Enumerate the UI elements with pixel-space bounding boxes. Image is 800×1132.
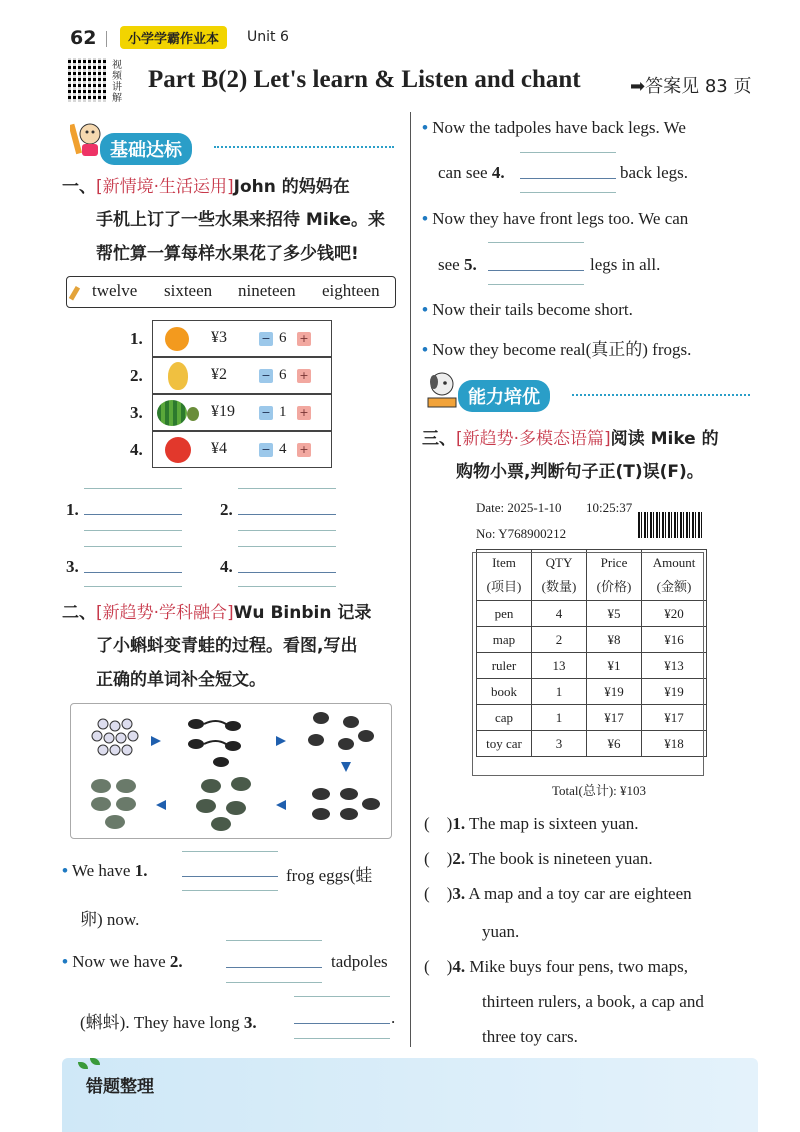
fruit-quantity: 4 (279, 441, 287, 457)
table-row: book 1 ¥19 ¥19 (477, 679, 707, 705)
barcode-icon (638, 512, 702, 538)
blank-1[interactable] (182, 876, 278, 877)
word-bank-item: twelve (92, 281, 138, 300)
receipt-table (476, 549, 707, 757)
tf-statement: ( )1. The map is sixteen yuan. (424, 814, 639, 833)
dotted-rule (214, 146, 394, 148)
sentence-2-period: . (391, 1008, 396, 1027)
table-row: cap 1 ¥17 ¥17 (477, 705, 707, 731)
row-number: 1. (130, 329, 143, 348)
unit-label: Unit 6 (247, 29, 289, 45)
sentence-1-cont: 卵) now. (80, 910, 140, 929)
word-bank-item: sixteen (164, 281, 213, 300)
fruit-price: ¥2 (211, 366, 227, 383)
q2-line-a: 二、[新趋势·学科融合]Wu Binbin 记录 (62, 603, 372, 623)
answer-label: 2. (220, 500, 233, 519)
receipt-date: Date: 2025-1-10 (476, 500, 562, 515)
header-divider (106, 31, 107, 47)
guide-line (226, 982, 322, 983)
sentence-6: • Now they become real(真正的) frogs. (422, 340, 692, 359)
guide-line (182, 851, 278, 852)
answer-label: 1. (66, 500, 79, 519)
receipt-total: Total(总计): ¥103 (552, 783, 647, 798)
guide-line (84, 586, 182, 587)
dog-reading-icon (424, 370, 460, 410)
guide-line (520, 152, 616, 153)
col-header: Item (492, 555, 516, 570)
pencil-icon (68, 284, 86, 306)
answer-blank-4[interactable] (238, 572, 336, 573)
fruit-price: ¥19 (211, 403, 235, 420)
blank-2[interactable] (226, 967, 322, 968)
tadpoles-with-legs-icon (308, 712, 374, 750)
minus-button[interactable]: − (259, 369, 273, 383)
guide-line (84, 488, 182, 489)
q1-line-c: 帮忙算一算每样水果花了多少钱吧! (96, 244, 359, 264)
plus-button[interactable]: + (297, 406, 311, 420)
sentence-1: • We have 1. (62, 861, 148, 880)
sentence-3-cont: can see 4. (438, 163, 505, 182)
guide-line (488, 242, 584, 243)
fruit-row (152, 431, 332, 468)
row-number: 3. (130, 403, 143, 422)
column-divider (410, 112, 411, 1047)
word-bank-item: eighteen (322, 281, 380, 300)
section-badge-basic: 基础达标 (100, 133, 192, 165)
minus-button[interactable]: − (259, 332, 273, 346)
word-bank-item: nineteen (238, 281, 296, 300)
dotted-rule (572, 394, 750, 396)
guide-line (238, 488, 336, 489)
fruit-price: ¥4 (211, 440, 227, 457)
frog-eggs-icon (92, 719, 138, 755)
frogs-with-tails-icon (196, 777, 251, 831)
fruit-row (152, 394, 332, 431)
arrow-right-icon (151, 736, 161, 746)
sentence-3-end: back legs. (620, 163, 688, 182)
guide-line (84, 546, 182, 547)
answer-bracket[interactable]: ( ) (424, 849, 453, 868)
col-header-cn: (数量) (541, 579, 577, 594)
qr-caption: 视频讲解 (112, 60, 122, 104)
table-row: pen 4 ¥5 ¥20 (477, 601, 707, 627)
frogs-icon (91, 779, 136, 829)
receipt-time: 10:25:37 (586, 500, 633, 515)
arrow-down-icon (341, 762, 351, 772)
sentence-5: • Now their tails become short. (422, 300, 633, 319)
fruit-quantity: 1 (279, 404, 287, 420)
mistake-notes-label: 错题整理 (86, 1077, 154, 1097)
table-row: map 2 ¥8 ¥16 (477, 627, 707, 653)
col-header-cn: (价格) (596, 579, 632, 594)
sentence-4-end: legs in all. (590, 255, 661, 274)
guide-line (238, 530, 336, 531)
col-header-cn: (金额) (656, 579, 692, 594)
answer-blank-2[interactable] (238, 514, 336, 515)
fruit-row (152, 357, 332, 394)
guide-line (520, 192, 616, 193)
sentence-4: • Now they have front legs too. We can (422, 209, 689, 228)
answer-blank-3[interactable] (84, 572, 182, 573)
guide-line (238, 546, 336, 547)
orange-icon (165, 327, 189, 351)
watermelon-icon (157, 400, 187, 426)
col-header: Price (600, 555, 628, 570)
answer-bracket[interactable]: ( ) (424, 814, 453, 833)
plus-button[interactable]: + (297, 369, 311, 383)
tadpoles-icon (188, 719, 241, 767)
fruit-price: ¥3 (211, 329, 227, 346)
answer-blank-1[interactable] (84, 514, 182, 515)
arrow-right-icon: ➡ (630, 76, 646, 97)
q2-line-b: 了小蝌蚪变青蛙的过程。看图,写出 (96, 636, 358, 656)
row-number: 2. (130, 366, 143, 385)
col-header: QTY (545, 555, 573, 570)
answer-label: 3. (66, 557, 79, 576)
tf-statement: ( )4. Mike buys four pens, two maps, (424, 957, 688, 976)
page-number: 62 (70, 27, 97, 49)
guide-line (84, 530, 182, 531)
grapes-icon (187, 407, 199, 421)
frog-lifecycle-picture (70, 703, 392, 839)
froglets-icon (312, 788, 380, 820)
answer-bracket[interactable]: ( ) (424, 957, 453, 976)
guide-line (294, 996, 390, 997)
qr-code-pattern (68, 58, 108, 102)
minus-button[interactable]: − (259, 443, 273, 457)
sentence-2-end: tadpoles (331, 952, 388, 971)
guide-line (182, 890, 278, 891)
plus-button[interactable]: + (297, 443, 311, 457)
receipt-number: No: Y768900212 (476, 526, 567, 541)
answer-bracket[interactable]: ( ) (424, 884, 453, 903)
sentence-2: • Now we have 2. (62, 952, 183, 971)
fruit-quantity: 6 (279, 330, 287, 346)
row-number: 4. (130, 440, 143, 459)
guide-line (488, 284, 584, 285)
blank-4[interactable] (520, 178, 616, 179)
apple-icon (165, 437, 191, 463)
arrow-left-icon (156, 800, 166, 810)
q2-line-c: 正确的单词补全短文。 (96, 670, 266, 690)
guide-line (294, 1038, 390, 1039)
answer-label: 4. (220, 557, 233, 576)
sentence-3: • Now the tadpoles have back legs. We (422, 118, 686, 137)
col-header: Amount (652, 555, 696, 570)
guide-line (226, 940, 322, 941)
sentence-1-end: frog eggs(蛙 (286, 866, 373, 885)
table-row: toy car 3 ¥6 ¥18 (477, 731, 707, 757)
tf-statement: ( )3. A map and a toy car are eighteen (424, 884, 692, 903)
arrow-left-icon (276, 800, 286, 810)
sentence-4-cont: see 5. (438, 255, 477, 274)
section-badge-advanced: 能力培优 (458, 380, 550, 412)
q3-line-b: 购物小票,判断句子正(T)误(F)。 (456, 462, 704, 482)
tf-statement-cont: yuan. (482, 922, 520, 941)
receipt-header-row (477, 550, 707, 601)
q1-line-a: 一、[新情境·生活运用]John 的妈妈在 (62, 177, 350, 197)
fruit-quantity: 6 (279, 367, 287, 383)
q1-line-b: 手机上订了一些水果来招待 Mike。来 (96, 210, 386, 230)
fruit-row (152, 320, 332, 357)
mistake-notes-area[interactable] (62, 1058, 758, 1132)
sentence-2-cont: (蝌蚪). They have long 3. (80, 1013, 257, 1032)
pear-icon (168, 362, 188, 390)
plus-button[interactable]: + (297, 332, 311, 346)
tf-statement-cont: three toy cars. (482, 1027, 578, 1046)
arrow-right-icon (276, 736, 286, 746)
table-row: ruler 13 ¥1 ¥13 (477, 653, 707, 679)
blank-3[interactable] (294, 1023, 390, 1024)
cat-pencil-icon (70, 118, 102, 158)
minus-button[interactable]: − (259, 406, 273, 420)
guide-line (238, 586, 336, 587)
blank-5[interactable] (488, 270, 584, 271)
col-header-cn: (项目) (486, 579, 522, 594)
tf-statement: ( )2. The book is nineteen yuan. (424, 849, 653, 868)
answer-reference: ➡答案见 83 页 (630, 76, 752, 97)
tf-statement-cont: thirteen rulers, a book, a cap and (482, 992, 704, 1011)
page-title: Part B(2) Let's learn & Listen and chant (148, 66, 581, 93)
q3-line-a: 三、[新趋势·多模态语篇]阅读 Mike 的 (422, 429, 719, 449)
series-badge: 小学学霸作业本 (120, 26, 227, 49)
